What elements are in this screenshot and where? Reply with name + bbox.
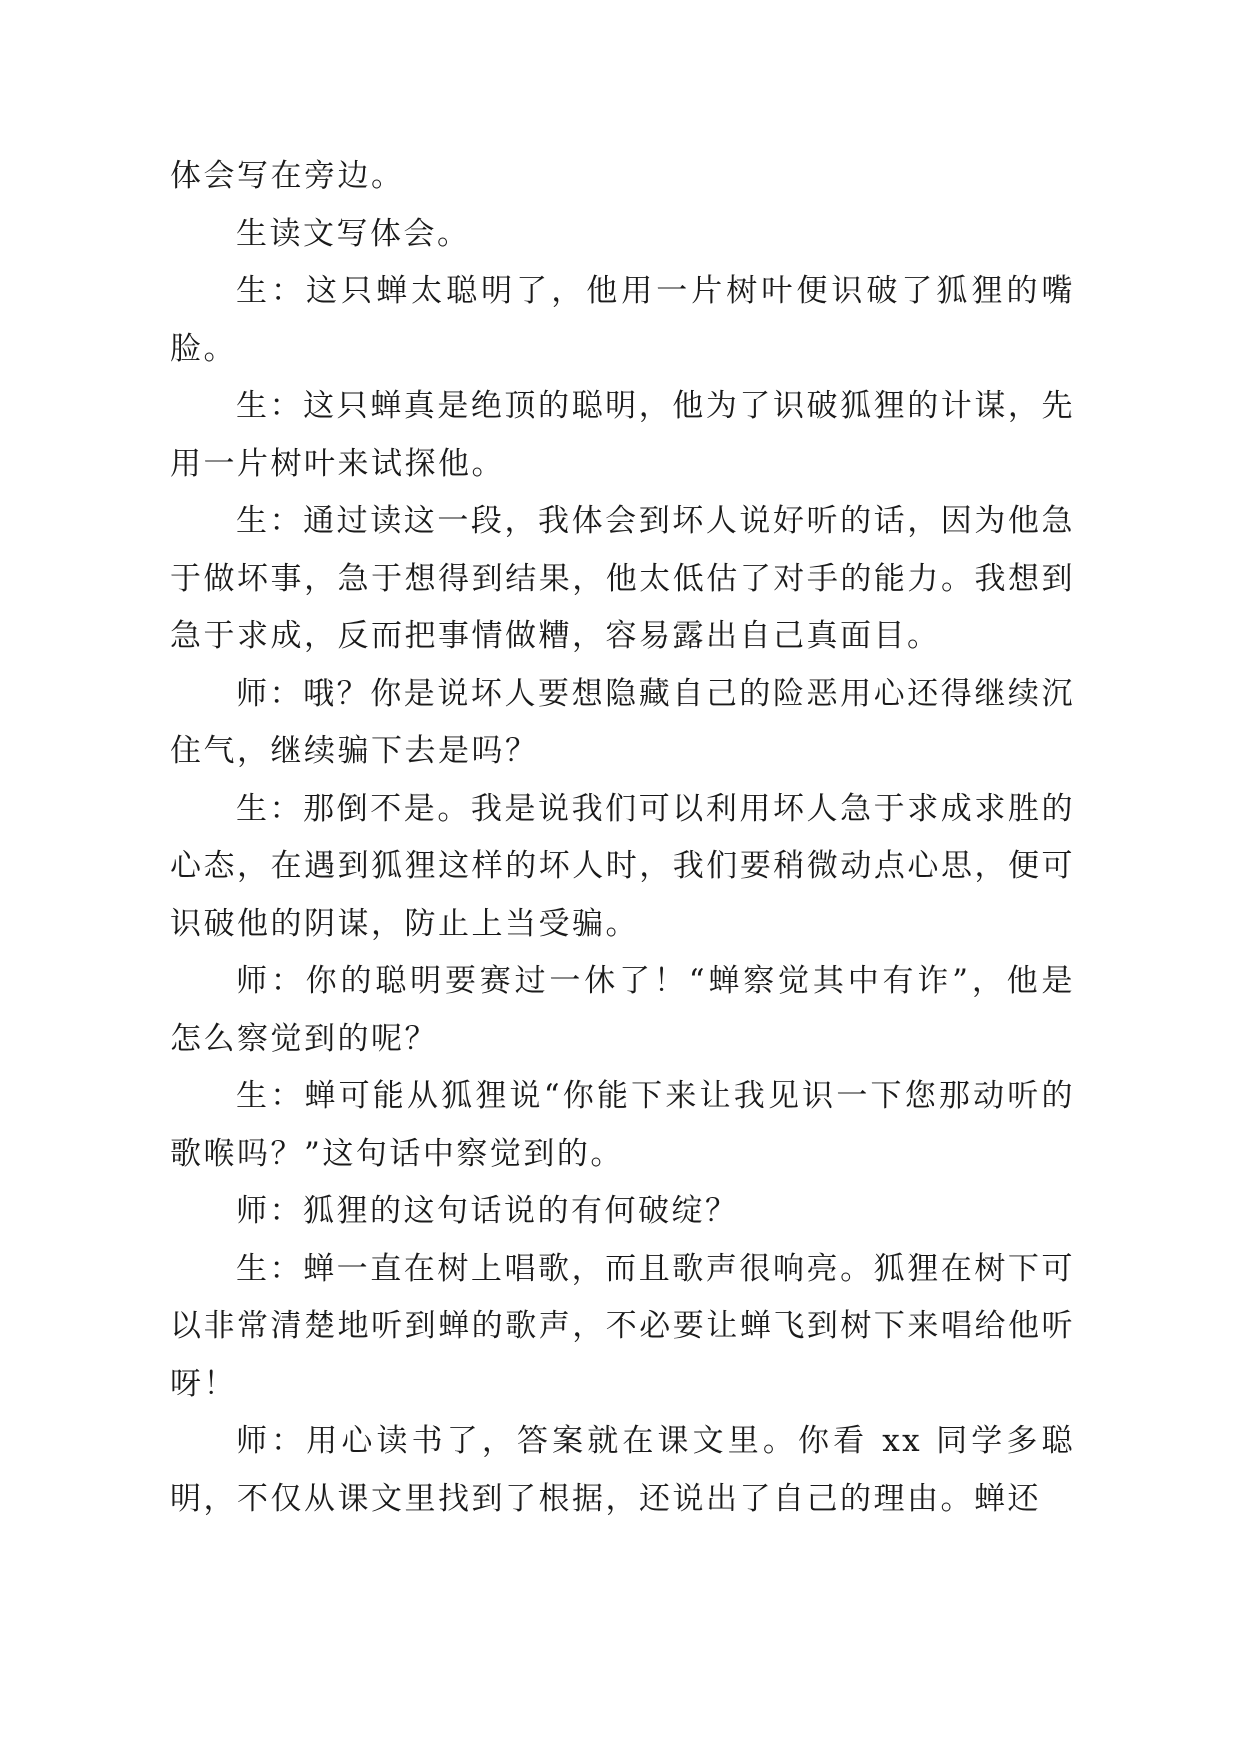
- paragraph: 师：你的聪明要赛过一休了！“蝉察觉其中有诈”，他是怎么察觉到的呢？: [170, 963, 1075, 1057]
- paragraph: 生：蝉一直在树上唱歌，而且歌声很响亮。狐狸在树下可以非常清楚地听到蝉的歌声，不必要让蝉飞到树下来唱给他听呀！: [170, 1250, 1075, 1402]
- paragraph: 生：这只蝉真是绝顶的聪明，他为了识破狐狸的计谋，先用一片树叶来试探他。: [170, 388, 1075, 482]
- paragraph: 生：这只蝉太聪明了，他用一片树叶便识破了狐狸的嘴脸。: [170, 273, 1075, 367]
- paragraph: 师：狐狸的这句话说的有何破绽？: [236, 1193, 739, 1229]
- paragraph: 生：通过读这一段，我体会到坏人说好听的话，因为他急于做坏事，急于想得到结果，他太低估了对手的能力。我想到急于求成，反而把事情做糟，容易露出自己真面目。: [170, 503, 1075, 654]
- paragraph: 师：用心读书了，答案就在课文里。你看 xx 同学多聪明，不仅从课文里找到了根据，还说出了自己的理由。蝉还: [170, 1423, 1075, 1517]
- paragraph: 师：哦？你是说坏人要想隐藏自己的险恶用心还得继续沉住气，继续骗下去是吗？: [170, 675, 1075, 769]
- paragraph: 生读文写体会。: [236, 215, 471, 252]
- paragraph: 体会写在旁边。: [170, 158, 405, 194]
- document-body: [170, 148, 1075, 1528]
- paragraph: 生：蝉可能从狐狸说“你能下来让我见识一下您那动听的歌喉吗？”这句话中察觉到的。: [170, 1078, 1075, 1172]
- paragraph: 生：那倒不是。我是说我们可以利用坏人急于求成求胜的心态，在遇到狐狸这样的坏人时，我们要稍微动点心思，便可识破他的阴谋，防止上当受骗。: [170, 790, 1075, 942]
